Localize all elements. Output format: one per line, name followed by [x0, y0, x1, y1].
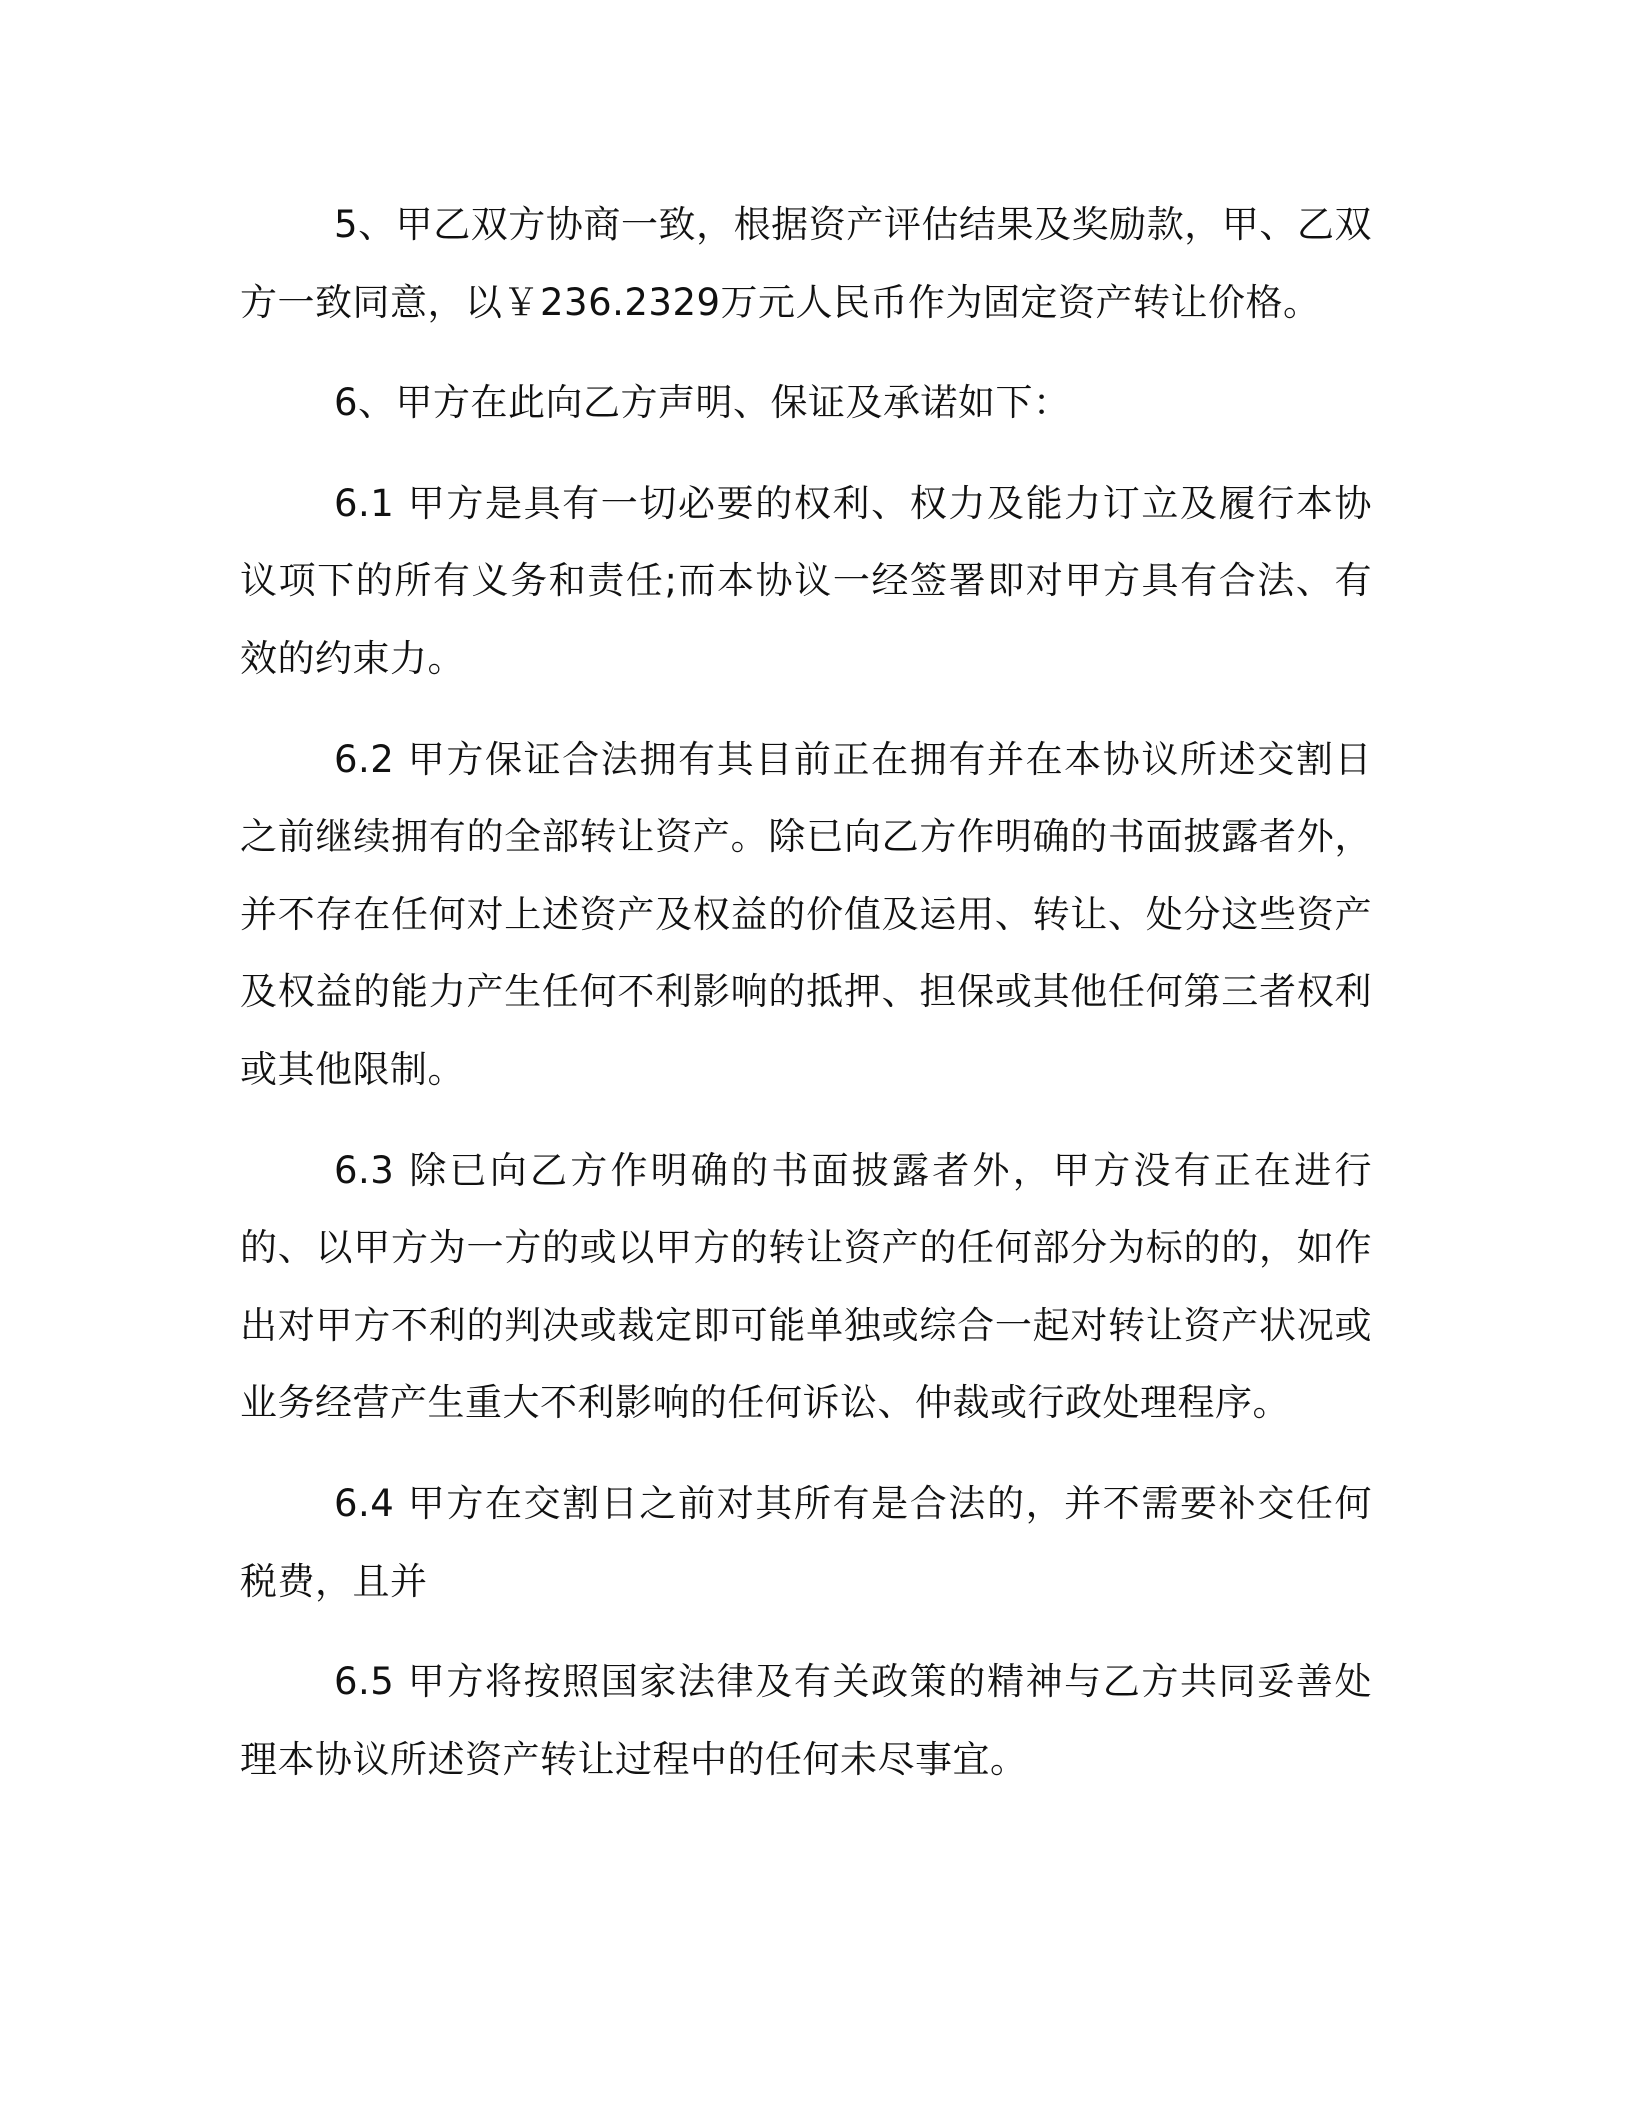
document-body: [240, 186, 1372, 1821]
clause-6-5-paragraph: 6.5 甲方将按照国家法律及有关政策的精神与乙方共同妥善处理本协议所述资产转让过程中的任何未尽事宜。: [240, 1660, 1372, 1781]
clause-6-1-paragraph: 6.1 甲方是具有一切必要的权利、权力及能力订立及履行本协议项下的所有义务和责任;而本协议一经签署即对甲方具有合法、有效的约束力。: [240, 481, 1372, 680]
clause-6-2-paragraph: 6.2 甲方保证合法拥有其目前正在拥有并在本协议所述交割日之前继续拥有的全部转让资产。除已向乙方作明确的书面披露者外，并不存在任何对上述资产及权益的价值及运用、转让、处分这些资产及权益的能力产生任何不利影响的抵押、担保或其他任何第三者权利或其他限制。: [240, 737, 1372, 1091]
clause-5-paragraph: 5、甲乙双方协商一致，根据资产评估结果及奖励款，甲、乙双方一致同意，以￥236.2329万元人民币作为固定资产转让价格。: [240, 203, 1372, 324]
clause-6-4-paragraph: 6.4 甲方在交割日之前对其所有是合法的，并不需要补交任何税费，且并: [240, 1481, 1372, 1603]
clause-6-3-paragraph: 6.3 除已向乙方作明确的书面披露者外，甲方没有正在进行的、以甲方为一方的或以甲方的转让资产的任何部分为标的的，如作出对甲方不利的判决或裁定即可能单独或综合一起对转让资产状况或业务经营产生重大不利影响的任何诉讼、仲裁或行政处理程序。: [240, 1148, 1372, 1425]
clause-6-paragraph: 6、甲方在此向乙方声明、保证及承诺如下：: [334, 381, 1071, 425]
